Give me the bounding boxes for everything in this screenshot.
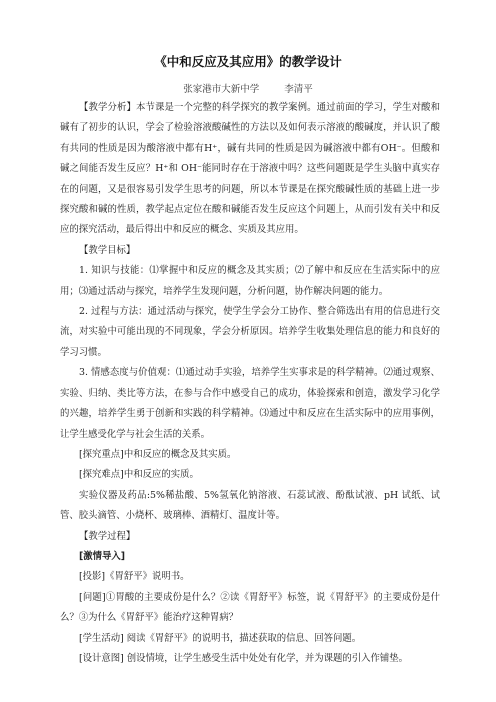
goal-process-paragraph: 2. 过程与方法：通过活动与探究，使学生学会分工协作、整合筛选出有用的信息进行交流，对实验中可能出现的不同现象，学会分析原因。培养学生收集处理信息的能力和良好的学习习惯。: [60, 306, 440, 358]
author-name: 李清平: [284, 84, 313, 95]
key-point-paragraph: [探究重点]中和反应的概念及其实质。: [79, 448, 237, 460]
analysis-paragraph: 【教学分析】本节课是一个完整的科学探究的教学案例。通过前面的学习，学生对酸和碱有了初步的认识，学会了检验溶液酸碱性的方法以及如何表示溶液的酸碱度，并认识了酸有共同的性质是因为酸溶液中都有H⁺，碱有共同的性质是因为碱溶液中都有OH⁻。但酸和碱之间能否发生反应？H⁺和 OH⁻能同时存在于溶液中吗？这些问题既是学生头脑中真实存在的问题，又是很容易引发学生思考的问题，所以本节课是在探究酸碱性质的基础上进一步探究酸和碱的性质，教学起点定位在酸和碱能否发生反应这个问题上，从而引发有关中和反应的探究活动，最后得出中和反应的概念、实质及其应用。: [60, 102, 440, 236]
goals-heading: 【教学目标】: [79, 244, 136, 256]
projection-paragraph: [投影]《胃舒平》说明书。: [79, 571, 190, 583]
difficulty-paragraph: [探究难点]中和反应的实质。: [79, 469, 199, 481]
intro-heading: [激情导入]: [79, 550, 126, 562]
equipment-paragraph: 实验仪器及药品:5%稀盐酸、5%氢氧化钠溶液、石蕊试液、酚酞试液、pH 试纸、试管、胶头滴管、小烧杯、玻璃棒、酒精灯、温度计等。: [60, 489, 440, 522]
author-school: 张家港市大新中学: [183, 84, 260, 95]
question-paragraph: [问题]①胃酸的主要成份是什么？②读《胃舒平》标签，说《胃舒平》的主要成份是什么？③为什么《胃舒平》能治疗这种胃病？: [60, 591, 440, 624]
process-heading: 【教学过程】: [79, 530, 136, 542]
document-body: [60, 98, 440, 669]
design-intent-paragraph: [设计意图] 创设情境，让学生感受生活中处处有化学，并为课题的引入作铺垫。: [79, 652, 409, 664]
goal-knowledge-paragraph: 1. 知识与技能：⑴掌握中和反应的概念及其实质；⑵了解中和反应在生活实际中的应用；⑶通过活动与探究，培养学生发现问题，分析问题，协作解决问题的能力。: [60, 265, 440, 297]
student-activity-paragraph: [学生活动] 阅读《胃舒平》的说明书，描述获取的信息、回答问题。: [79, 632, 362, 644]
author-line: [0, 81, 496, 95]
goal-attitude-paragraph: 3. 情感态度与价值观：⑴通过动手实验，培养学生实事求是的科学精神。⑵通过观察、实验、归纳、类比等方法，在参与合作中感受自己的成功，体验探索和创造，激发学习化学的兴趣，培养学生勇于创新和实践的科学精神。⑶通过中和反应在生活实际中的应用事例，让学生感受化学与社会生活的关系。: [60, 367, 440, 440]
document-title: 《中和反应及其应用》的教学设计: [154, 54, 342, 69]
